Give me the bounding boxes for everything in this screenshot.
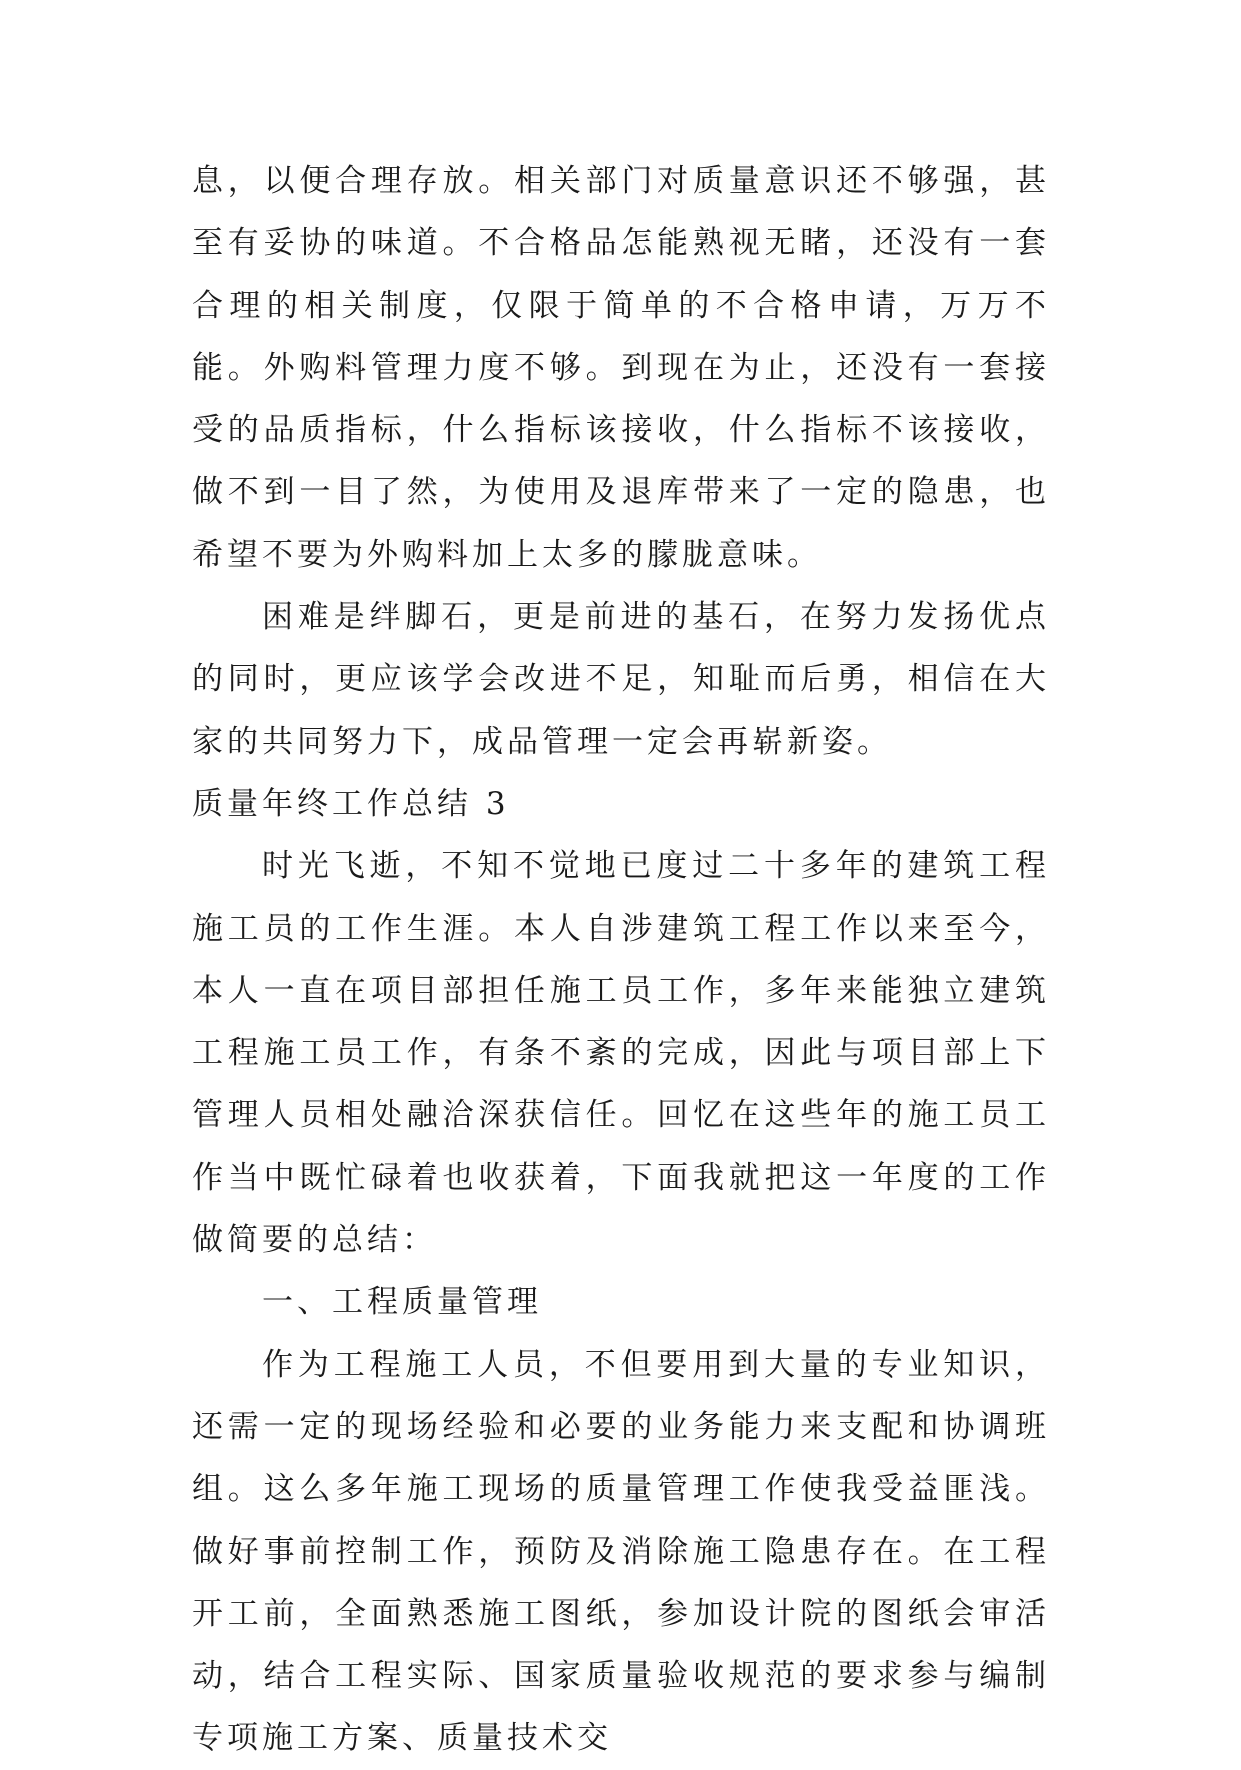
subheading-quality-management: 一、工程质量管理	[262, 1284, 542, 1321]
document-body	[192, 150, 1050, 1770]
section-title: 质量年终工作总结 3	[192, 785, 510, 822]
paragraph-career-intro: 时光飞逝，不知不觉地已度过二十多年的建筑工程施工员的工作生涯。本人自涉建筑工程工作以来至今，本人一直在项目部担任施工员工作，多年来能独立建筑工程施工员工作，有条不紊的完成，因此与项目部上下管理人员相处融洽深获信任。回忆在这些年的施工员工作当中既忙碌着也收获着，下面我就把这一年度的工作做简要的总结：	[192, 848, 1050, 1259]
paragraph-quality-awareness: 息，以便合理存放。相关部门对质量意识还不够强，甚至有妥协的味道。不合格品怎能熟视无睹，还没有一套合理的相关制度，仅限于简单的不合格申请，万万不能。外购料管理力度不够。到现在为止，还没有一套接受的品质指标，什么指标该接收，什么指标不该接收，做不到一目了然，为使用及退库带来了一定的隐患，也希望不要为外购料加上太多的朦胧意味。	[192, 163, 1050, 573]
paragraph-quality-management: 作为工程施工人员，不但要用到大量的专业知识，还需一定的现场经验和必要的业务能力来支配和协调班组。这么多年施工现场的质量管理工作使我受益匪浅。做好事前控制工作，预防及消除施工隐患存在。在工程开工前，全面熟悉施工图纸，参加设计院的图纸会审活动，结合工程实际、国家质量验收规范的要求参与编制专项施工方案、质量技术交	[192, 1346, 1050, 1757]
paragraph-difficulties: 困难是绊脚石，更是前进的基石，在努力发扬优点的同时，更应该学会改进不足，知耻而后勇，相信在大家的共同努力下，成品管理一定会再崭新姿。	[192, 599, 1050, 760]
